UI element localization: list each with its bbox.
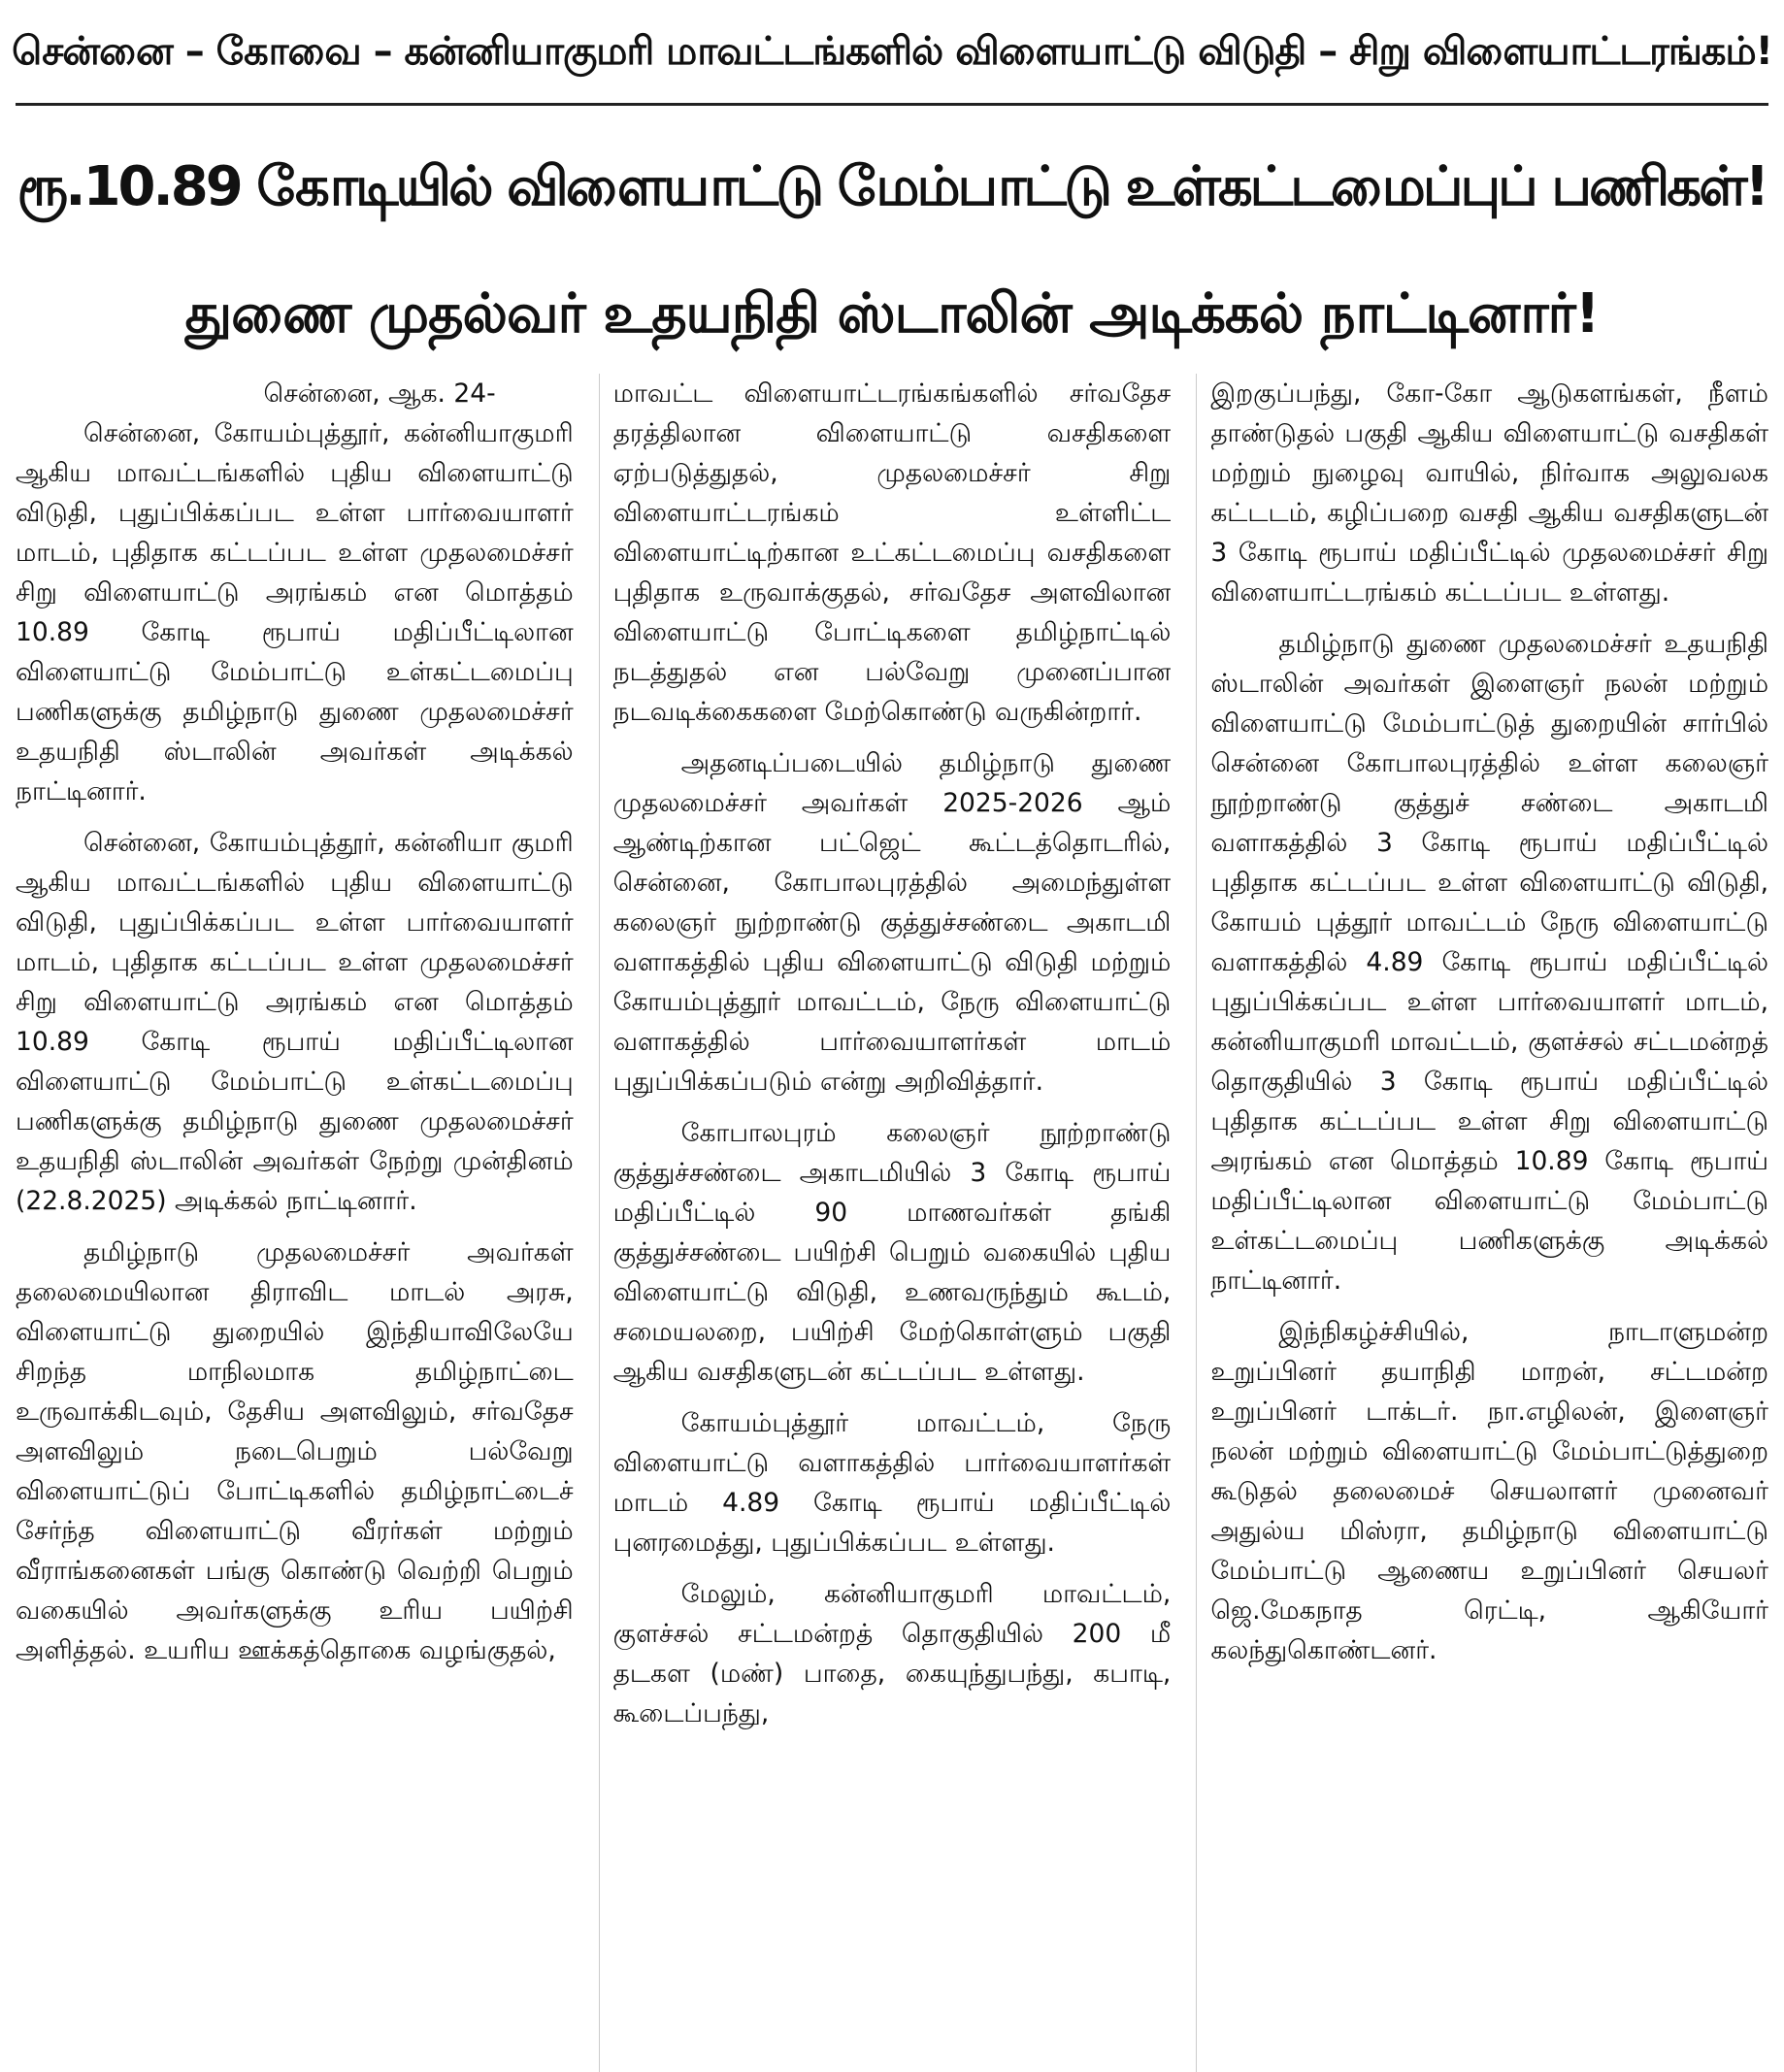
paragraph: தமிழ்நாடு முதலமைச்சர் அவர்கள் தலைமையிலான திராவிட மாடல் அரசு, விளையாட்டு துறையில் இந்தியாவிலேயே சிறந்த மாநிலமாக தமிழ்நாட்டை உருவாக்கிடவும், தேசிய அளவிலும், சர்வதேச அளவிலும் நடைபெறும் பல்வேறு விளையாட்டுப் போட்டிகளில் தமிழ்நாட்டைச் சேர்ந்த விளையாட்டு வீரர்கள் மற்றும் வீராங்கனைகள் பங்கு கொண்டு வெற்றி பெறும் வகையில் அவர்களுக்கு உரிய பயிற்சி அளித்தல். உயரிய ஊக்கத்தொகை வழங்குதல், xyxy=(16,1237,574,1665)
dateline: சென்னை, ஆக. 24- xyxy=(263,378,496,409)
paragraph: அதனடிப்படையில் தமிழ்நாடு துணை முதலமைச்சர் அவர்கள் 2025-2026 ஆம் ஆண்டிற்கான பட்ஜெட் கூட்டத்தொடரில், சென்னை, கோபாலபுரத்தில் அமைந்துள்ள கலைஞர் நுற்றாண்டு குத்துச்சண்டை அகாடமி வளாகத்தில் புதிய விளையாட்டு விடுதி மற்றும் கோயம்புத்தூர் மாவட்டம், நேரு விளையாட்டு வளாகத்தில் பார்வையாளர்கள் மாடம் புதுப்பிக்கப்படும் என்று அறிவித்தார். xyxy=(612,748,1172,1097)
paragraph: தமிழ்நாடு துணை முதலமைச்சர் உதயநிதி ஸ்டாலின் அவர்கள் இளைஞர் நலன் மற்றும் விளையாட்டு மேம்பாட்டுத் துறையின் சார்பில் சென்னை கோபாலபுரத்தில் உள்ள கலைஞர் நூற்றாண்டு குத்துச் சண்டை அகாடமி வளாகத்தில் 3 கோடி ரூபாய் மதிப்பீட்டில் புதிதாக கட்டப்பட உள்ள விளையாட்டு விடுதி, கோயம் புத்தூர் மாவட்டம் நேரு விளையாட்டு வளாகத்தில் 4.89 கோடி ரூபாய் மதிப்பீட்டில் புதுப்பிக்கப்பட உள்ள பார்வையாளர் மாடம், கன்னியாகுமரி மாவட்டம், குளச்சல் சட்டமன்றத் தொகுதியில் 3 கோடி ரூபாய் மதிப்பீட்டில் புதிதாக கட்டப்பட உள்ள சிறு விளையாட்டு அரங்கம் என மொத்தம் 10.89 கோடி ரூபாய் மதிப்பீட்டிலான விளையாட்டு மேம்பாட்டு உள்கட்டமைப்பு பணிகளுக்கு அடிக்கல் நாட்டினார். xyxy=(1210,629,1769,1296)
article-columns xyxy=(12,374,1772,2072)
paragraph: இந்நிகழ்ச்சியில், நாடாளுமன்ற உறுப்பினர் தயாநிதி மாறன், சட்டமன்ற உறுப்பினர் டாக்டர். நா.எழிலன், இளைஞர் நலன் மற்றும் விளையாட்டு மேம்பாட்டுத்துறை கூடுதல் தலைமைச் செயலாளர் முனைவர் அதுல்ய மிஸ்ரா, தமிழ்நாடு விளையாட்டு மேம்பாட்டு ஆணைய உறுப்பினர் செயலர் ஜெ.மேகநாத ரெட்டி, ஆகியோர் கலந்துகொண்டனர். xyxy=(1210,1317,1769,1665)
paragraph: கோபாலபுரம் கலைஞர் நூற்றாண்டு குத்துச்சண்டை அகாடமியில் 3 கோடி ரூபாய் மதிப்பீட்டில் 90 மாணவர்கள் தங்கி குத்துச்சண்டை பயிற்சி பெறும் வகையில் புதிய விளையாட்டு விடுதி, உணவருந்தும் கூடம், சமையலறை, பயிற்சி மேற்கொள்ளும் பகுதி ஆகிய வசதிகளுடன் கட்டப்பட உள்ளது. xyxy=(612,1118,1172,1387)
paragraph: மாவட்ட விளையாட்டரங்கங்களில் சர்வதேச தரத்திலான விளையாட்டு வசதிகளை ஏற்படுத்துதல், முதலமைச்சர் சிறு விளையாட்டரங்கம் உள்ளிட்ட விளையாட்டிற்கான உட்கட்டமைப்பு வசதிகளை புதிதாக உருவாக்குதல், சர்வதேச அளவிலான விளையாட்டு போட்டிகளை தமிழ்நாட்டில் நடத்துதல் என பல்வேறு முனைப்பான நடவடிக்கைகளை மேற்கொண்டு வருகின்றார். xyxy=(612,378,1172,727)
article-column-1 xyxy=(16,374,574,2072)
paragraph: இறகுப்பந்து, கோ-கோ ஆடுகளங்கள், நீளம் தாண்டுதல் பகுதி ஆகிய விளையாட்டு வசதிகள் மற்றும் நுழைவு வாயில், நிர்வாக அலுவலக கட்டடம், கழிப்பறை வசதி ஆகிய வசதிகளுடன் 3 கோடி ரூபாய் மதிப்பீட்டில் முதலமைச்சர் சிறு விளையாட்டரங்கம் கட்டப்பட உள்ளது. xyxy=(1210,378,1769,608)
article-column-3 xyxy=(1196,374,1768,2072)
article-column-2 xyxy=(599,374,1172,2072)
paragraph: சென்னை, கோயம்புத்தூர், கன்னியாகுமரி ஆகிய மாவட்டங்களில் புதிய விளையாட்டு விடுதி, புதுப்பிக்கப்பட உள்ள பார்வையாளர் மாடம், புதிதாக கட்டப்பட உள்ள முதலமைச்சர் சிறு விளையாட்டு அரங்கம் என மொத்தம் 10.89 கோடி ரூபாய் மதிப்பீட்டிலான விளையாட்டு மேம்பாட்டு உள்கட்டமைப்பு பணிகளுக்கு தமிழ்நாடு துணை முதலமைச்சர் உதயநிதி ஸ்டாலின் அவர்கள் அடிக்கல் நாட்டினார். xyxy=(16,418,574,806)
header-rule xyxy=(16,103,1768,106)
paragraph: சென்னை, கோயம்புத்தூர், கன்னியா குமரி ஆகிய மாவட்டங்களில் புதிய விளையாட்டு விடுதி, புதுப்பிக்கப்பட உள்ள பார்வையாளர் மாடம், புதிதாக கட்டப்பட உள்ள முதலமைச்சர் சிறு விளையாட்டு அரங்கம் என மொத்தம் 10.89 கோடி ரூபாய் மதிப்பீட்டிலான விளையாட்டு மேம்பாட்டு உள்கட்டமைப்பு பணிகளுக்கு தமிழ்நாடு துணை முதலமைச்சர் உதயநிதி ஸ்டாலின் அவர்கள் நேற்று முன்தினம் (22.8.2025) அடிக்கல் நாட்டினார். xyxy=(16,828,574,1216)
paragraph: மேலும், கன்னியாகுமரி மாவட்டம், குளச்சல் சட்டமன்றத் தொகுதியில் 200 மீ தடகள (மண்) பாதை, கையுந்துபந்து, கபாடி, கூடைப்பந்து, xyxy=(612,1579,1172,1728)
article-subheadline: துணை முதல்வர் உதயநிதி ஸ்டாலின் அடிக்கல் நாட்டினார்! xyxy=(184,282,1600,345)
article-headline: ரூ.10.89 கோடியில் விளையாட்டு மேம்பாட்டு உள்கட்டமைப்புப் பணிகள்! xyxy=(17,155,1767,218)
article-kicker: சென்னை – கோவை – கன்னியாகுமரி மாவட்டங்களில் விளையாட்டு விடுதி – சிறு விளையாட்டரங்கம்! xyxy=(12,29,1772,74)
paragraph: கோயம்புத்தூர் மாவட்டம், நேரு விளையாட்டு வளாகத்தில் பார்வையாளர்கள் மாடம் 4.89 கோடி ரூபாய் மதிப்பீட்டில் புனரமைத்து, புதுப்பிக்கப்பட உள்ளது. xyxy=(612,1408,1172,1558)
